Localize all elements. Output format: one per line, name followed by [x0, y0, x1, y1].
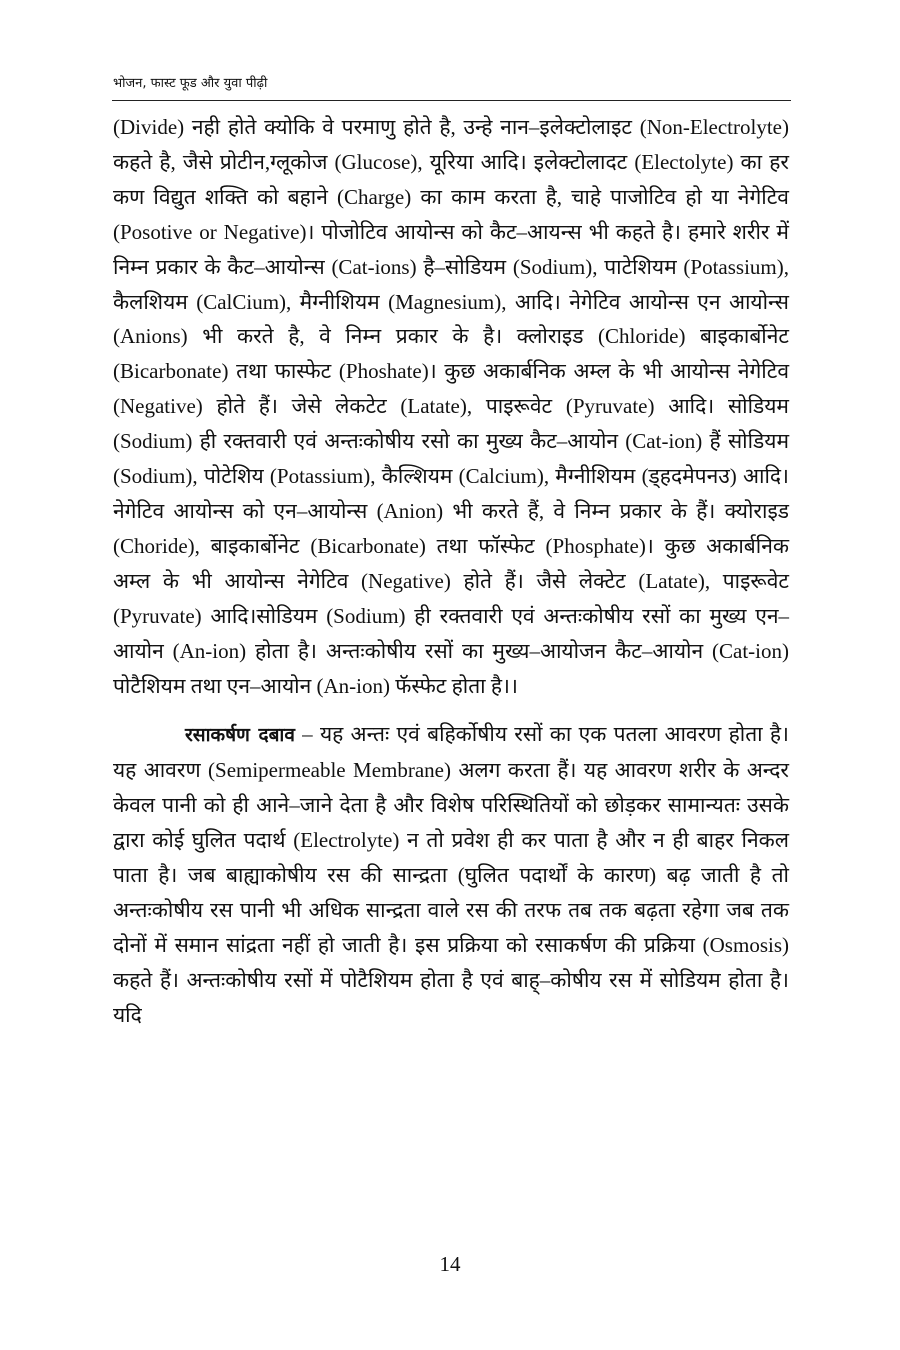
page-number: 14: [439, 1252, 461, 1276]
osmotic-pressure-heading: रसाकर्षण दबाव: [185, 724, 295, 747]
body-text: [113, 110, 789, 1033]
osmotic-pressure-text: – यह अन्तः एवं बहिर्कोषीय रसों का एक पतला आवरण होता है। यह आवरण (Semipermeable Membrane) अलग करता हैं। यह आवरण शरीर के अन्दर केवल पानी को ही आने–जाने देता है और विशेष परिस्थितियों को छोड़कर सामान्यतः उसके द्वारा कोई घुलित पदार्थ (Electrolyte) न तो प्रवेश ही कर पाता है और न ही बाहर निकल पाता है। जब बाह्याकोषीय रस की सान्द्रता (घुलित पदार्थों के कारण) बढ़ जाती है तो अन्तःकोषीय रस पानी भी अधिक सान्द्रता वाले रस की तरफ तब तक बढ़ता रहेगा जब तक दोनों में समान सांद्रता नहीं हो जाती है। इस प्रक्रिया को रसाकर्षण की प्रक्रिया (Osmosis) कहते हैं। अन्तःकोषीय रसों में पोटैशियम होता है एवं बाह्–कोषीय रस में सोडियम होता है। यदि: [113, 722, 789, 1027]
paragraph-electrolytes: (Divide) नही होते क्योकि वे परमाणु होते है, उन्हे नान–इलेक्टोलाइट (Non-Electrolyte) कहते है, जैसे प्रोटीन,ग्लूकोज (Glucose), यूरिया आदि। इलेक्टोलादट (Electolyte) का हर कण विद्युत शक्ति को बहाने (Charge) का काम करता है, चाहे पाजोटिव हो या नेगेटिव (Posotive or Negative)। पोजोटिव आयोन्स को कैट–आयन्स भी कहते है। हमारे शरीर में निम्न प्रकार के कैट–आयोन्स (Cat-ions) है–सोडियम (Sodium), पाटेशियम (Potassium), कैलशियम (CalCium), मैग्नीशियम (Magnesium), आदि। नेगेटिव आयोन्स एन आयोन्स (Anions) भी करते है, वे निम्न प्रकार के है। क्लोराइड (Chloride) बाइकार्बोनेट (Bicarbonate) तथा फास्फेट (Phoshate)। कुछ अकार्बनिक अम्ल के भी आयोन्स नेगेटिव (Negative) होते हैं। जेसे लेकटेट (Latate), पाइरूवेट (Pyruvate) आदि। सोडियम (Sodium) ही रक्तवारी एवं अन्तःकोषीय रसो का मुख्य कैट–आयोन (Cat-ion) हैं सोडियम (Sodium), पोटेशिय (Potassium), कैल्शियम (Calcium), मैग्नीशियम (ड्हदमेपनउ) आदि। नेगेटिव आयोन्स को एन–आयोन्स (Anion) भी करते हैं, वे निम्न प्रकार के हैं। क्योराइड (Choride), बाइकार्बोनेट (Bicarbonate) तथा फॉस्फेट (Phosphate)। कुछ अकार्बनिक अम्ल के भी आयोन्स नेगेटिव (Negative) होते हैं। जैसे लेक्टेट (Latate), पाइरूवेट (Pyruvate) आदि।सोडियम (Sodium) ही रक्तवारी एवं अन्तःकोषीय रसों का मुख्य एन–आयोन (An-ion) होता है। अन्तःकोषीय रसों का मुख्य–आयोजन कैट–आयोन (Cat-ion) पोटैशियम तथा एन–आयोन (An-ion) फॅस्फेट होता है।।: [113, 115, 789, 698]
paragraph-osmotic-pressure: [113, 717, 789, 1032]
running-header: भोजन, फास्ट फूड और युवा पीढ़ी: [113, 76, 268, 91]
header-divider: [112, 100, 791, 101]
